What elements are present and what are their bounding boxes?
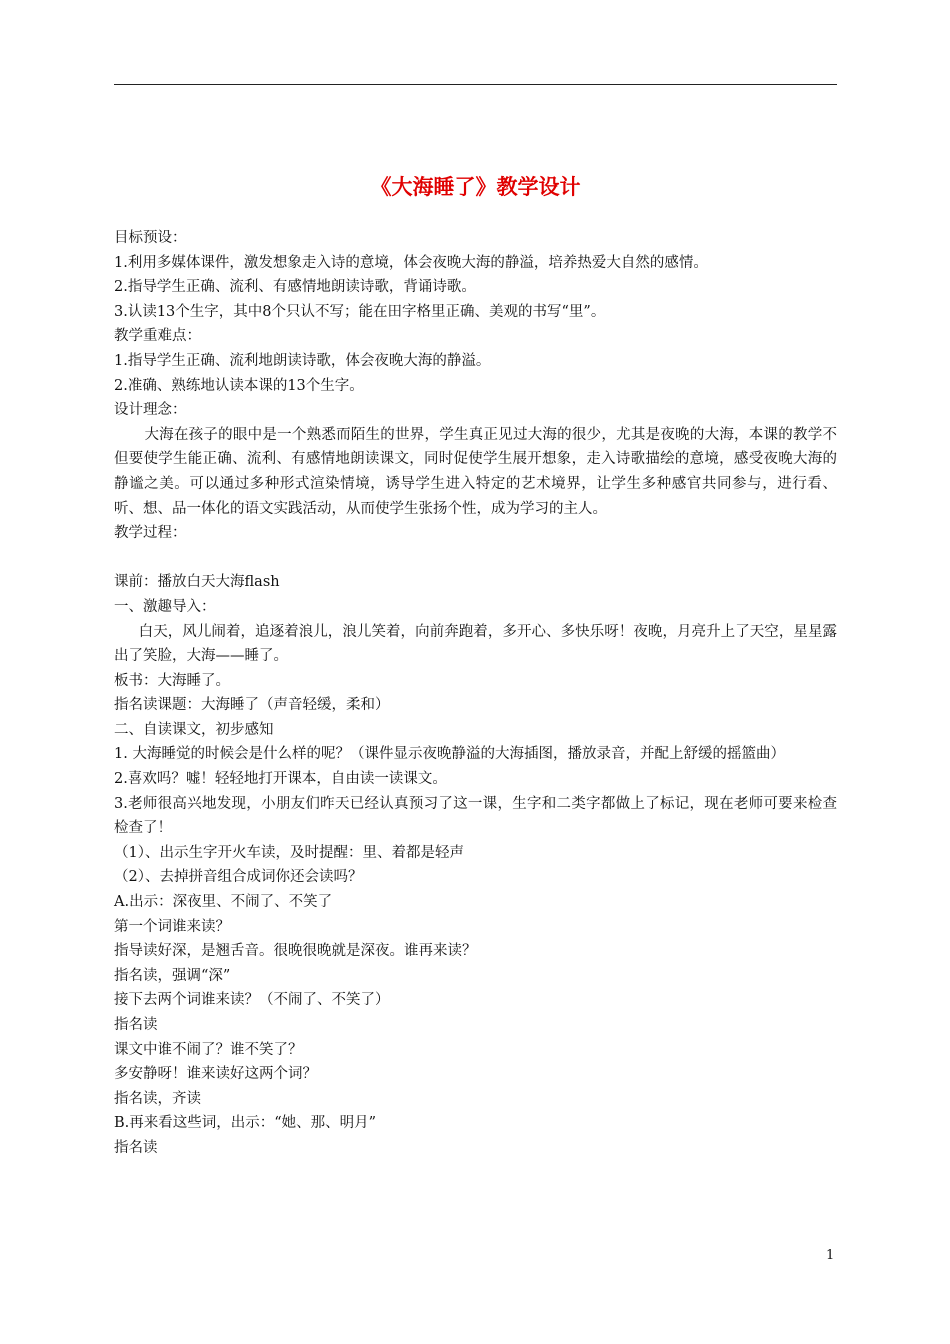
paragraph: 1.指导学生正确、流利地朗读诗歌，体会夜晚大海的静溢。 <box>114 352 491 369</box>
paragraph: 多安静呀！谁来读好这两个词？ <box>114 1066 317 1083</box>
paragraph: 指导读好深，是翘舌音。很晚很晚就是深夜。谁再来读？ <box>114 943 477 960</box>
paragraph: 课文中谁不闹了？谁不笑了？ <box>114 1041 303 1058</box>
paragraph: 2.准确、熟练地认读本课的13个生字。 <box>114 377 364 394</box>
paragraph: 指名读，强调“深” <box>114 967 231 984</box>
paragraph: 1. 大海睡觉的时候会是什么样的呢？（课件显示夜晚静溢的大海插图，播放录音，并配上舒缓的摇篮曲） <box>114 746 785 763</box>
section-heading-process: 教学过程： <box>114 525 187 542</box>
paragraph: 2.喜欢吗？嘘！轻轻地打开课本，自由读一读课文。 <box>114 771 447 788</box>
paragraph: 课前：播放白天大海flash <box>114 574 280 591</box>
paragraph: 白天，风儿闹着，追逐着浪儿，浪儿笑着，向前奔跑着，多开心、多快乐呀！夜晚，月亮升上了天空，星星露出了笑脸，大海——睡了。 <box>114 623 837 665</box>
paragraph: 3.老师很高兴地发现，小朋友们昨天已经认真预习了这一课，生字和二类字都做上了标记，现在老师可要来检查检查了！ <box>114 795 837 837</box>
paragraph: 板书：大海睡了。 <box>114 672 230 689</box>
paragraph: 指名读，齐读 <box>114 1090 201 1107</box>
page-number: 1 <box>826 1248 835 1263</box>
paragraph: （2）、去掉拼音组合成词你还会读吗？ <box>114 869 363 886</box>
section-heading-design-concept: 设计理念： <box>114 402 187 419</box>
paragraph: 1.利用多媒体课件，激发想象走入诗的意境，体会夜晚大海的静溢，培养热爱大自然的感情。 <box>114 254 708 271</box>
paragraph: 大海在孩子的眼中是一个熟悉而陌生的世界，学生真正见过大海的很少，尤其是夜晚的大海，本课的教学不但要使学生能正确、流利、有感情地朗读课文，同时促使学生展开想象，走入诗歌描绘的意境，感受夜晚大海的静谧之美。可以通过多种形式渲染情境，诱导学生进入特定的艺术境界，让学生多种感官共同参与，进行看、听、想、品一体化的语文实践活动，从而使学生张扬个性，成为学习的主人。 <box>114 426 837 517</box>
section-heading-intro: 一、激趣导入： <box>114 598 216 615</box>
paragraph: 2.指导学生正确、流利、有感情地朗读诗歌，背诵诗歌。 <box>114 279 476 296</box>
document-body <box>114 226 837 1161</box>
section-heading-goals: 目标预设： <box>114 230 187 246</box>
paragraph: A.出示：深夜里、不闹了、不笑了 <box>114 894 333 911</box>
paragraph: 3.认读13个生字，其中8个只认不写；能在田字格里正确、美观的书写“里”。 <box>114 303 606 320</box>
header-rule <box>114 84 837 85</box>
section-heading-self-reading: 二、自读课文，初步感知 <box>114 721 274 738</box>
paragraph: 指名读 <box>114 1139 158 1156</box>
paragraph: B.再来看这些词，出示：“她、那、明月” <box>114 1115 377 1132</box>
blank-line <box>114 546 837 571</box>
paragraph: 接下去两个词谁来读？（不闹了、不笑了） <box>114 992 390 1009</box>
section-heading-key-points: 教学重难点： <box>114 328 201 345</box>
paragraph: （1）、出示生字开火车读，及时提醒：里、着都是轻声 <box>114 844 464 861</box>
paragraph: 指名读 <box>114 1017 158 1033</box>
paragraph: 第一个词谁来读？ <box>114 918 230 935</box>
document-title: 《大海睡了》教学设计 <box>370 175 581 199</box>
paragraph: 指名读课题：大海睡了（声音轻缓，柔和） <box>114 697 390 714</box>
